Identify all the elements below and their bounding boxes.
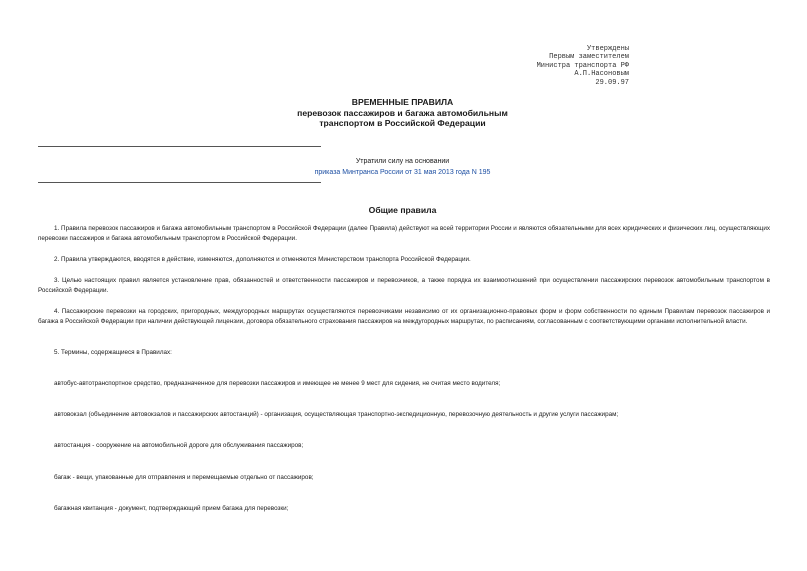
paragraph: автостанция - сооружение на автомобильной дороге для обслуживания пассажиров; xyxy=(54,442,304,449)
paragraph: 1. Правила перевозок пассажиров и багажа автомобильным транспортом в Российской Федерации (далее Правила) действуют на всей территории России и являются обязательными для всех юридических и физических лиц, осуществляющих перевозки пассажиров и багажа автомобильным транспортом в Российской Федерации. xyxy=(38,225,770,243)
title-line: ВРЕМЕННЫЕ ПРАВИЛА xyxy=(351,97,454,107)
paragraph: автобус-автотранспортное средство, предназначенное для перевозки пассажиров и имеющее не менее 9 мест для сидения, не считая место водителя; xyxy=(54,380,501,387)
section-title: Общие правила xyxy=(368,205,437,215)
paragraph: 4. Пассажирские перевозки на городских, пригородных, междугородных маршрутах осуществляются перевозчиками независимо от их организационно-правовых форм и форм собственности по единым Правилам перевозок пассажиров и багажа в Российской Федерации при наличии действующей лицензии, договора обязательного страхования пассажиров на междугородных маршрутах, по расписаниям, согласованным с соответствующими органами исполнительной власти. xyxy=(38,308,770,326)
approval-line: А.П.Насоновым xyxy=(574,70,629,79)
approval-line: Министра транспорта РФ xyxy=(536,61,629,70)
paragraph: багаж - вещи, упакованные для отправления и перемещаемые отдельно от пассажиров; xyxy=(54,474,314,481)
approval-block xyxy=(469,45,629,87)
repeal-notice xyxy=(200,157,605,178)
divider-bottom xyxy=(38,182,321,183)
paragraph: 3. Целью настоящих правил является установление прав, обязанностей и ответственности пассажиров и перевозчиков, а также порядка их взаимоотношений при осуществлении пассажирских перевозок автомобильным транспортом в Российской Федерации. xyxy=(38,277,770,295)
paragraph: 5. Термины, содержащиеся в Правилах: xyxy=(54,349,172,356)
approval-line: Первым заместителем xyxy=(549,53,629,62)
approval-line: 29.09.97 xyxy=(595,78,629,87)
approval-line: Утверждены xyxy=(586,45,629,53)
title-line: транспортом в Российской Федерации xyxy=(319,118,486,128)
divider-top xyxy=(38,146,321,147)
title-line: перевозок пассажиров и багажа автомобильным xyxy=(297,107,508,118)
paragraph: багажная квитанция - документ, подтверждающий прием багажа для перевозки; xyxy=(54,505,289,512)
repeal-text: Утратили силу на основании xyxy=(355,158,450,165)
document-title xyxy=(200,97,605,129)
paragraph: 2. Правила утверждаются, вводятся в действие, изменяются, дополняются и отменяются Министерством транспорта Российской Федерации. xyxy=(54,256,471,263)
paragraph: автовокзал (объединение автовокзалов и пассажирских автостанций) - организация, осуществляющая транспортно-экспедиционную, перевозочную деятельность и другие услуги пассажирам; xyxy=(54,411,619,418)
repeal-link[interactable]: приказа Минтранса России от 31 мая 2013 года N 195 xyxy=(314,168,491,176)
